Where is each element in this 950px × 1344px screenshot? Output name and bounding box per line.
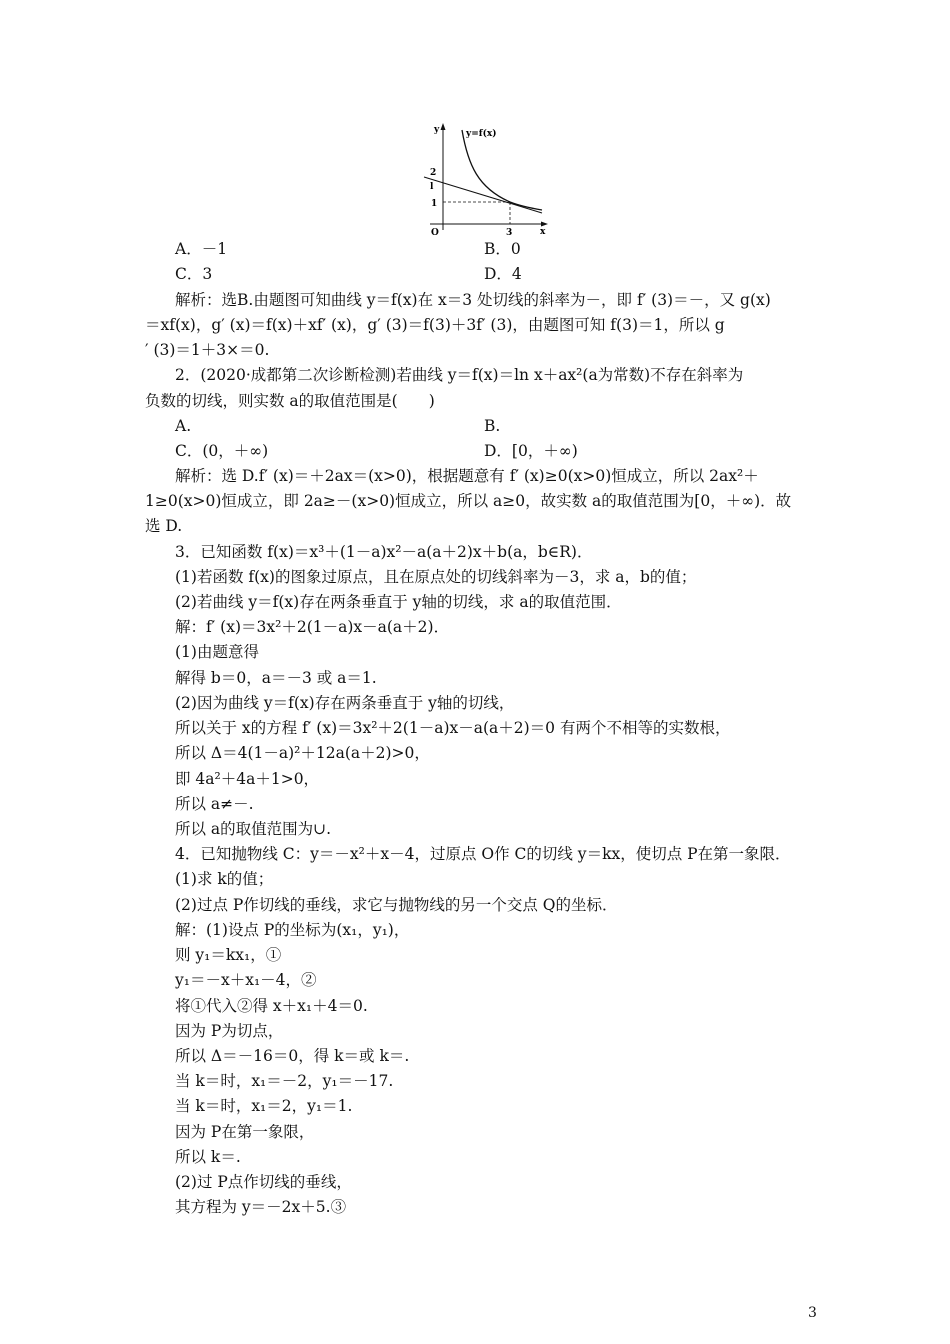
text-line: 所以关于 x的方程 f′ (x)＝3x²＋2(1－a)x－a(a＋2)＝0 有两个不相等的实数根， [175,719,731,737]
text-line: 即 4a²＋4a＋1>0， [175,770,320,788]
text-line: 解得 b＝0，a＝－3 或 a＝1. [175,669,377,687]
text-line: A. [175,417,192,435]
page-number: 3 [808,1305,817,1321]
text-line: D．[0，＋∞) [484,442,578,460]
tick-label-l: l [430,182,434,192]
text-line: 3．已知函数 f(x)＝x³＋(1－a)x²－a(a＋2)x＋b(a，b∈R)． [175,543,593,561]
text-line: 所以 Δ＝－16＝0，得 k＝或 k＝. [175,1047,410,1065]
y-axis-label: y [434,125,440,135]
text-line: 当 k＝时，x₁＝－2，y₁＝－17. [175,1072,394,1090]
text-line: 当 k＝时，x₁＝2，y₁＝1. [175,1097,353,1115]
text-line: (2)过点 P作切线的垂线，求它与抛物线的另一个交点 Q的坐标． [175,896,618,914]
text-line: 所以 k＝. [175,1148,241,1166]
text-line: (1)求 k的值； [175,870,274,888]
curve-fx [462,130,542,210]
text-line: (1)若函数 f(x)的图象过原点，且在原点处的切线斜率为－3，求 a，b的值； [175,568,697,586]
text-line: 则 y₁＝kx₁，① [175,946,282,964]
text-line: (2)因为曲线 y＝f(x)存在两条垂直于 y轴的切线， [175,694,515,712]
text-line: (2)过 P点作切线的垂线， [175,1173,352,1191]
text-line: 将①代入②得 x＋x₁＋4＝0. [175,997,368,1015]
x-axis-label: x [540,227,546,237]
text-line: D．4 [484,265,522,283]
text-line: 1≥0(x>0)恒成立，即 2a≥－(x>0)恒成立，所以 a≥0，故实数 a的取值范围为[0，＋∞)．故 [145,492,792,510]
text-line: ′ (3)＝1＋3×＝0. [145,341,270,359]
text-line: 选 D. [145,517,183,535]
text-line: C．(0，＋∞) [175,442,269,460]
text-line: 因为 P在第一象限， [175,1123,315,1141]
text-line: (2)若曲线 y＝f(x)存在两条垂直于 y轴的切线，求 a的取值范围． [175,593,622,611]
text-line: A．－1 [175,240,228,258]
text-line: 解：f′ (x)＝3x²＋2(1－a)x－a(a＋2)． [175,618,450,636]
text-line: B. [484,417,501,435]
text-line: 4．已知抛物线 C：y＝－x²＋x－4，过原点 O作 C的切线 y＝kx，使切点 P在第一象限． [175,845,791,863]
text-line: B．0 [484,240,521,258]
x-axis-arrow [541,222,548,227]
text-line: 解析：选 D.f′ (x)＝＋2ax＝(x>0)，根据题意有 f′ (x)≥0(x>0)恒成立，所以 2ax²＋ [175,467,759,485]
text-line: 解析：选B.由题图可知曲线 y＝f(x)在 x＝3 处切线的斜率为－，即 f′ (3)＝－，又 g(x) [175,291,771,309]
text-line: 所以 Δ＝4(1－a)²＋12a(a＋2)>0， [175,744,430,762]
text-line: ＝xf(x)，g′ (x)＝f(x)＋xf′ (x)，g′ (3)＝f(3)＋3f′ (3)，由题图可知 f(3)＝1，所以 g [145,316,725,334]
tick-label-3: 3 [506,228,513,238]
tick-label-2: 2 [430,168,437,178]
text-line: y₁＝－x＋x₁－4，② [175,971,317,989]
text-line: 解：(1)设点 P的坐标为(x₁，y₁)， [175,921,410,939]
text-line: 其方程为 y＝－2x＋5.③ [175,1198,347,1216]
function-graph-figure [410,120,560,240]
text-line: 2．(2020·成都第二次诊断检测)若曲线 y＝f(x)＝ln x＋ax²(a为常数)不存在斜率为 [175,366,744,384]
text-line: (1)由题意得 [175,643,259,661]
text-line: 所以 a≠－. [175,795,254,813]
curve-label: y=f(x) [466,129,497,139]
tick-label-1: 1 [431,199,438,209]
origin-label: O [431,228,439,238]
text-line: C．3 [175,265,213,283]
y-axis-arrow [441,123,446,130]
text-line: 负数的切线，则实数 a的取值范围是( ) [145,392,435,410]
text-line: 所以 a的取值范围为∪. [175,820,332,838]
text-line: 因为 P为切点， [175,1022,284,1040]
